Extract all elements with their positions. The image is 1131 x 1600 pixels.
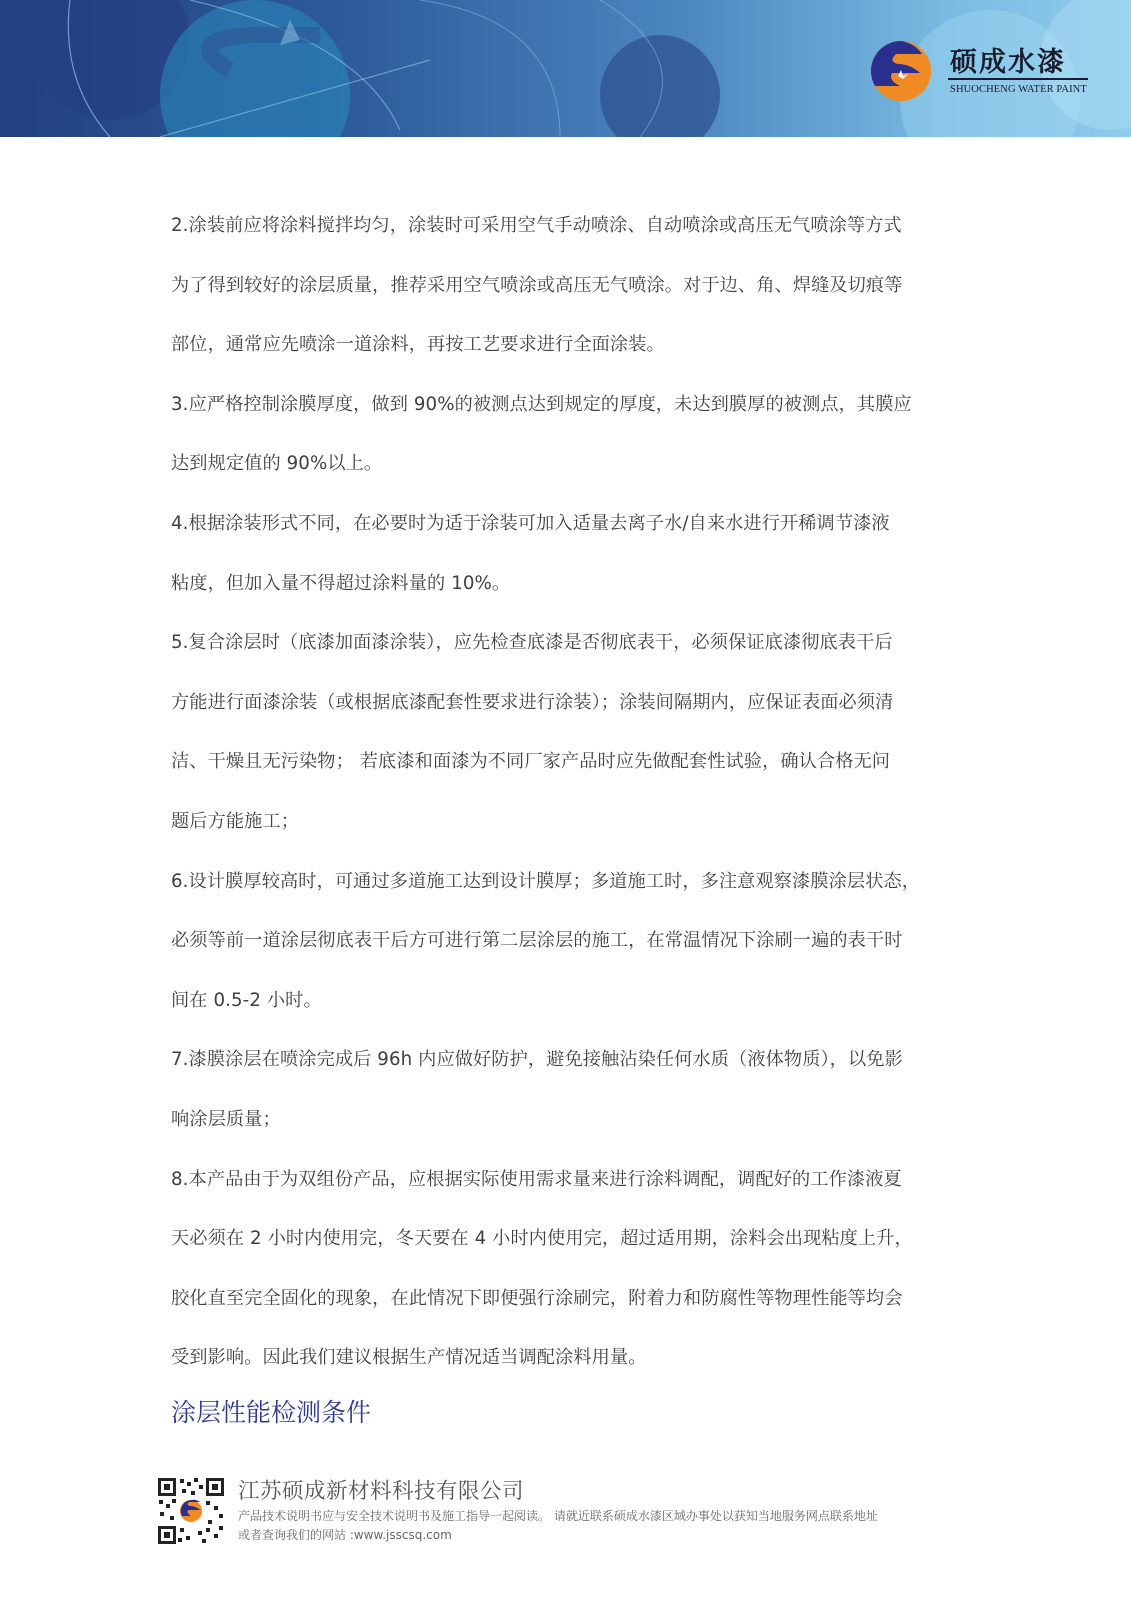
logo-mark-icon <box>870 40 932 102</box>
text-line: 天必须在 2 小时内使用完，冬天要在 4 小时内使用完，超过适用期，涂料会出现粘度上升， <box>171 1228 913 1250</box>
qr-code-icon <box>156 1476 226 1546</box>
text-line: 5.复合涂层时（底漆加面漆涂装），应先检查底漆是否彻底表干，必须保证底漆彻底表干后 <box>171 632 893 654</box>
text-line: 为了得到较好的涂层质量，推荐采用空气喷涂或高压无气喷涂。对于边、角、焊缝及切痕等 <box>171 274 903 296</box>
logo-divider <box>948 78 1088 80</box>
footer-note: 产品技术说明书应与安全技术说明书及施工指导一起阅读。 请就近联系硕成水漆区域办事处以获知当地服务网点联系地址 <box>238 1509 878 1523</box>
footer-website: 或者查询我们的网站 :www.jsscsq.com <box>238 1528 452 1542</box>
brand-name-cn: 硕成水漆 <box>950 47 1066 78</box>
text-line: 达到规定值的 90%以上。 <box>171 453 383 475</box>
header-banner <box>0 0 1131 137</box>
body-text <box>171 196 961 1388</box>
text-line: 题后方能施工； <box>171 810 300 832</box>
section-heading: 涂层性能检测条件 <box>171 1398 372 1427</box>
text-line: 2.涂装前应将涂料搅拌均匀，涂装时可采用空气手动喷涂、自动喷涂或高压无气喷涂等方式 <box>171 215 902 236</box>
brand-name-en: SHUOCHENG WATER PAINT <box>950 84 1087 95</box>
text-line: 6.设计膜厚较高时，可通过多道施工达到设计膜厚；多道施工时，多注意观察漆膜涂层状态， <box>171 870 921 892</box>
text-line: 方能进行面漆涂装（或根据底漆配套性要求进行涂装）；涂装间隔期内，应保证表面必须清 <box>171 691 894 713</box>
text-line: 胶化直至完全固化的现象，在此情况下即便强行涂刷完，附着力和防腐性等物理性能等均会 <box>171 1287 903 1309</box>
text-line: 3.应严格控制涂膜厚度，做到 90%的被测点达到规定的厚度，未达到膜厚的被测点，其膜应 <box>171 393 912 415</box>
text-line: 洁、干燥且无污染物； 若底漆和面漆为不同厂家产品时应先做配套性试验，确认合格无问 <box>171 751 891 773</box>
text-line: 部位，通常应先喷涂一道涂料，再按工艺要求进行全面涂装。 <box>171 334 665 356</box>
company-name: 江苏硕成新材料科技有限公司 <box>238 1479 525 1504</box>
text-line: 4.根据涂装形式不同，在必要时为适于涂装可加入适量去离子水/自来水进行开稀调节漆液 <box>171 512 890 534</box>
text-line: 粘度，但加入量不得超过涂料量的 10%。 <box>171 572 511 594</box>
text-line: 间在 0.5-2 小时。 <box>171 989 322 1011</box>
text-line: 响涂层质量； <box>171 1108 281 1130</box>
text-line: 8.本产品由于为双组份产品，应根据实际使用需求量来进行涂料调配，调配好的工作漆液夏 <box>171 1168 902 1190</box>
text-line: 受到影响。因此我们建议根据生产情况适当调配涂料用量。 <box>171 1347 647 1369</box>
footer <box>156 1476 976 1556</box>
brand-logo <box>870 36 1090 106</box>
text-line: 必须等前一道涂层彻底表干后方可进行第二层涂层的施工，在常温情况下涂刷一遍的表干时 <box>171 930 903 952</box>
text-line: 7.漆膜涂层在喷涂完成后 96h 内应做好防护，避免接触沾染任何水质（液体物质），以免影 <box>171 1049 903 1071</box>
